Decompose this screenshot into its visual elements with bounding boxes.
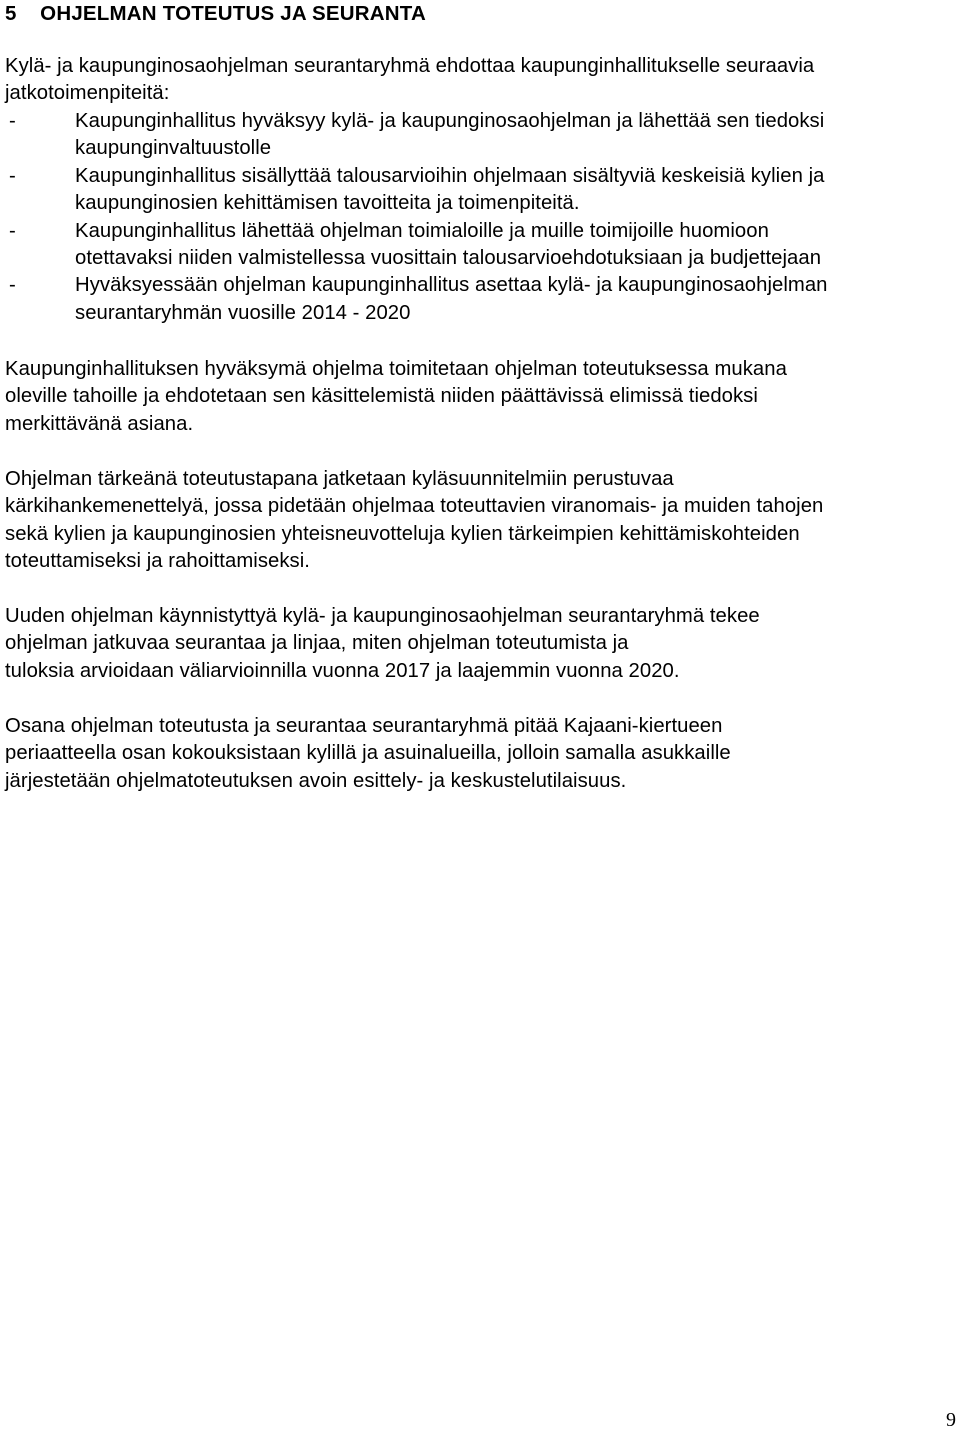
paragraph-line: järjestetään ohjelmatoteutuksen avoin esittely- ja keskustelutilaisuus. bbox=[5, 769, 627, 792]
paragraph-line: Kaupunginhallituksen hyväksymä ohjelma toimitetaan ohjelman toteutuksessa mukana bbox=[5, 358, 787, 380]
paragraph-line: tuloksia arvioidaan väliarvioinnilla vuonna 2017 ja laajemmin vuonna 2020. bbox=[5, 659, 680, 682]
intro-line: Kylä- ja kaupunginosaohjelman seurantaryhmä ehdottaa kaupunginhallitukselle seuraavia bbox=[5, 55, 815, 77]
paragraph-line: merkittävänä asiana. bbox=[5, 412, 194, 435]
section-heading: 5 OHJELMAN TOTEUTUS JA SEURANTA bbox=[5, 2, 427, 25]
paragraph bbox=[5, 466, 957, 576]
paragraph bbox=[5, 713, 957, 795]
list-item-line: Hyväksyessään ohjelman kaupunginhallitus asettaa kylä- ja kaupunginosaohjelman bbox=[75, 274, 828, 297]
list-item-line: kaupunginosien kehittämisen tavoitteita ja toimenpiteitä. bbox=[75, 192, 580, 215]
list-item bbox=[5, 218, 957, 273]
list-dash: - bbox=[9, 274, 16, 297]
page-number: 9 bbox=[946, 1409, 956, 1431]
paragraph-line: toteuttamiseksi ja rahoittamiseksi. bbox=[5, 550, 310, 573]
list-item-line: Kaupunginhallitus hyväksyy kylä- ja kaupunginosaohjelman ja lähettää sen tiedoksi bbox=[75, 110, 825, 132]
paragraph-line: Uuden ohjelman käynnistyttyä kylä- ja kaupunginosaohjelman seurantaryhmä tekee bbox=[5, 605, 760, 627]
list-item-line: kaupunginvaltuustolle bbox=[75, 137, 272, 160]
paragraph-line: Osana ohjelman toteutusta ja seurantaa seurantaryhmä pitää Kajaani-kiertueen bbox=[5, 715, 723, 737]
paragraph-line: periaatteella osan kokouksistaan kylillä ja asuinalueilla, jolloin samalla asukkaille bbox=[5, 742, 731, 765]
paragraph-line: kärkihankemenettelyä, jossa pidetään ohjelmaa toteuttavien viranomais- ja muiden tahojen bbox=[5, 495, 824, 518]
list-dash: - bbox=[9, 164, 16, 187]
list-item-line: Kaupunginhallitus lähettää ohjelman toimialoille ja muille toimijoille huomioon bbox=[75, 219, 769, 242]
paragraph bbox=[5, 356, 957, 438]
paragraph-line: oleville tahoille ja ehdotetaan sen käsittelemistä niiden päättävissä elimissä tiedoksi bbox=[5, 385, 758, 408]
list-item bbox=[5, 272, 957, 327]
intro-line: jatkotoimenpiteitä: bbox=[5, 82, 170, 105]
paragraph-line: Ohjelman tärkeänä toteutustapana jatketaan kyläsuunnitelmiin perustuvaa bbox=[5, 468, 674, 490]
intro-paragraph bbox=[5, 53, 957, 108]
paragraph bbox=[5, 603, 957, 685]
list-dash: - bbox=[9, 110, 16, 132]
list-item bbox=[5, 163, 957, 218]
list-item-line: Kaupunginhallitus sisällyttää talousarvioihin ohjelmaan sisältyviä keskeisiä kylien ja bbox=[75, 164, 825, 187]
list-item bbox=[5, 108, 957, 163]
paragraph-line: sekä kylien ja kaupunginosien yhteisneuvotteluja kylien tärkeimpien kehittämiskohteiden bbox=[5, 522, 800, 545]
paragraph-line: ohjelman jatkuvaa seurantaa ja linjaa, miten ohjelman toteutumista ja bbox=[5, 632, 629, 655]
list-item-line: seurantaryhmän vuosille 2014 - 2020 bbox=[75, 301, 411, 324]
list-dash: - bbox=[9, 219, 16, 242]
bullet-list bbox=[5, 108, 957, 327]
list-item-line: otettavaksi niiden valmistellessa vuosittain talousarvioehdotuksiaan ja budjettejaan bbox=[75, 246, 822, 269]
